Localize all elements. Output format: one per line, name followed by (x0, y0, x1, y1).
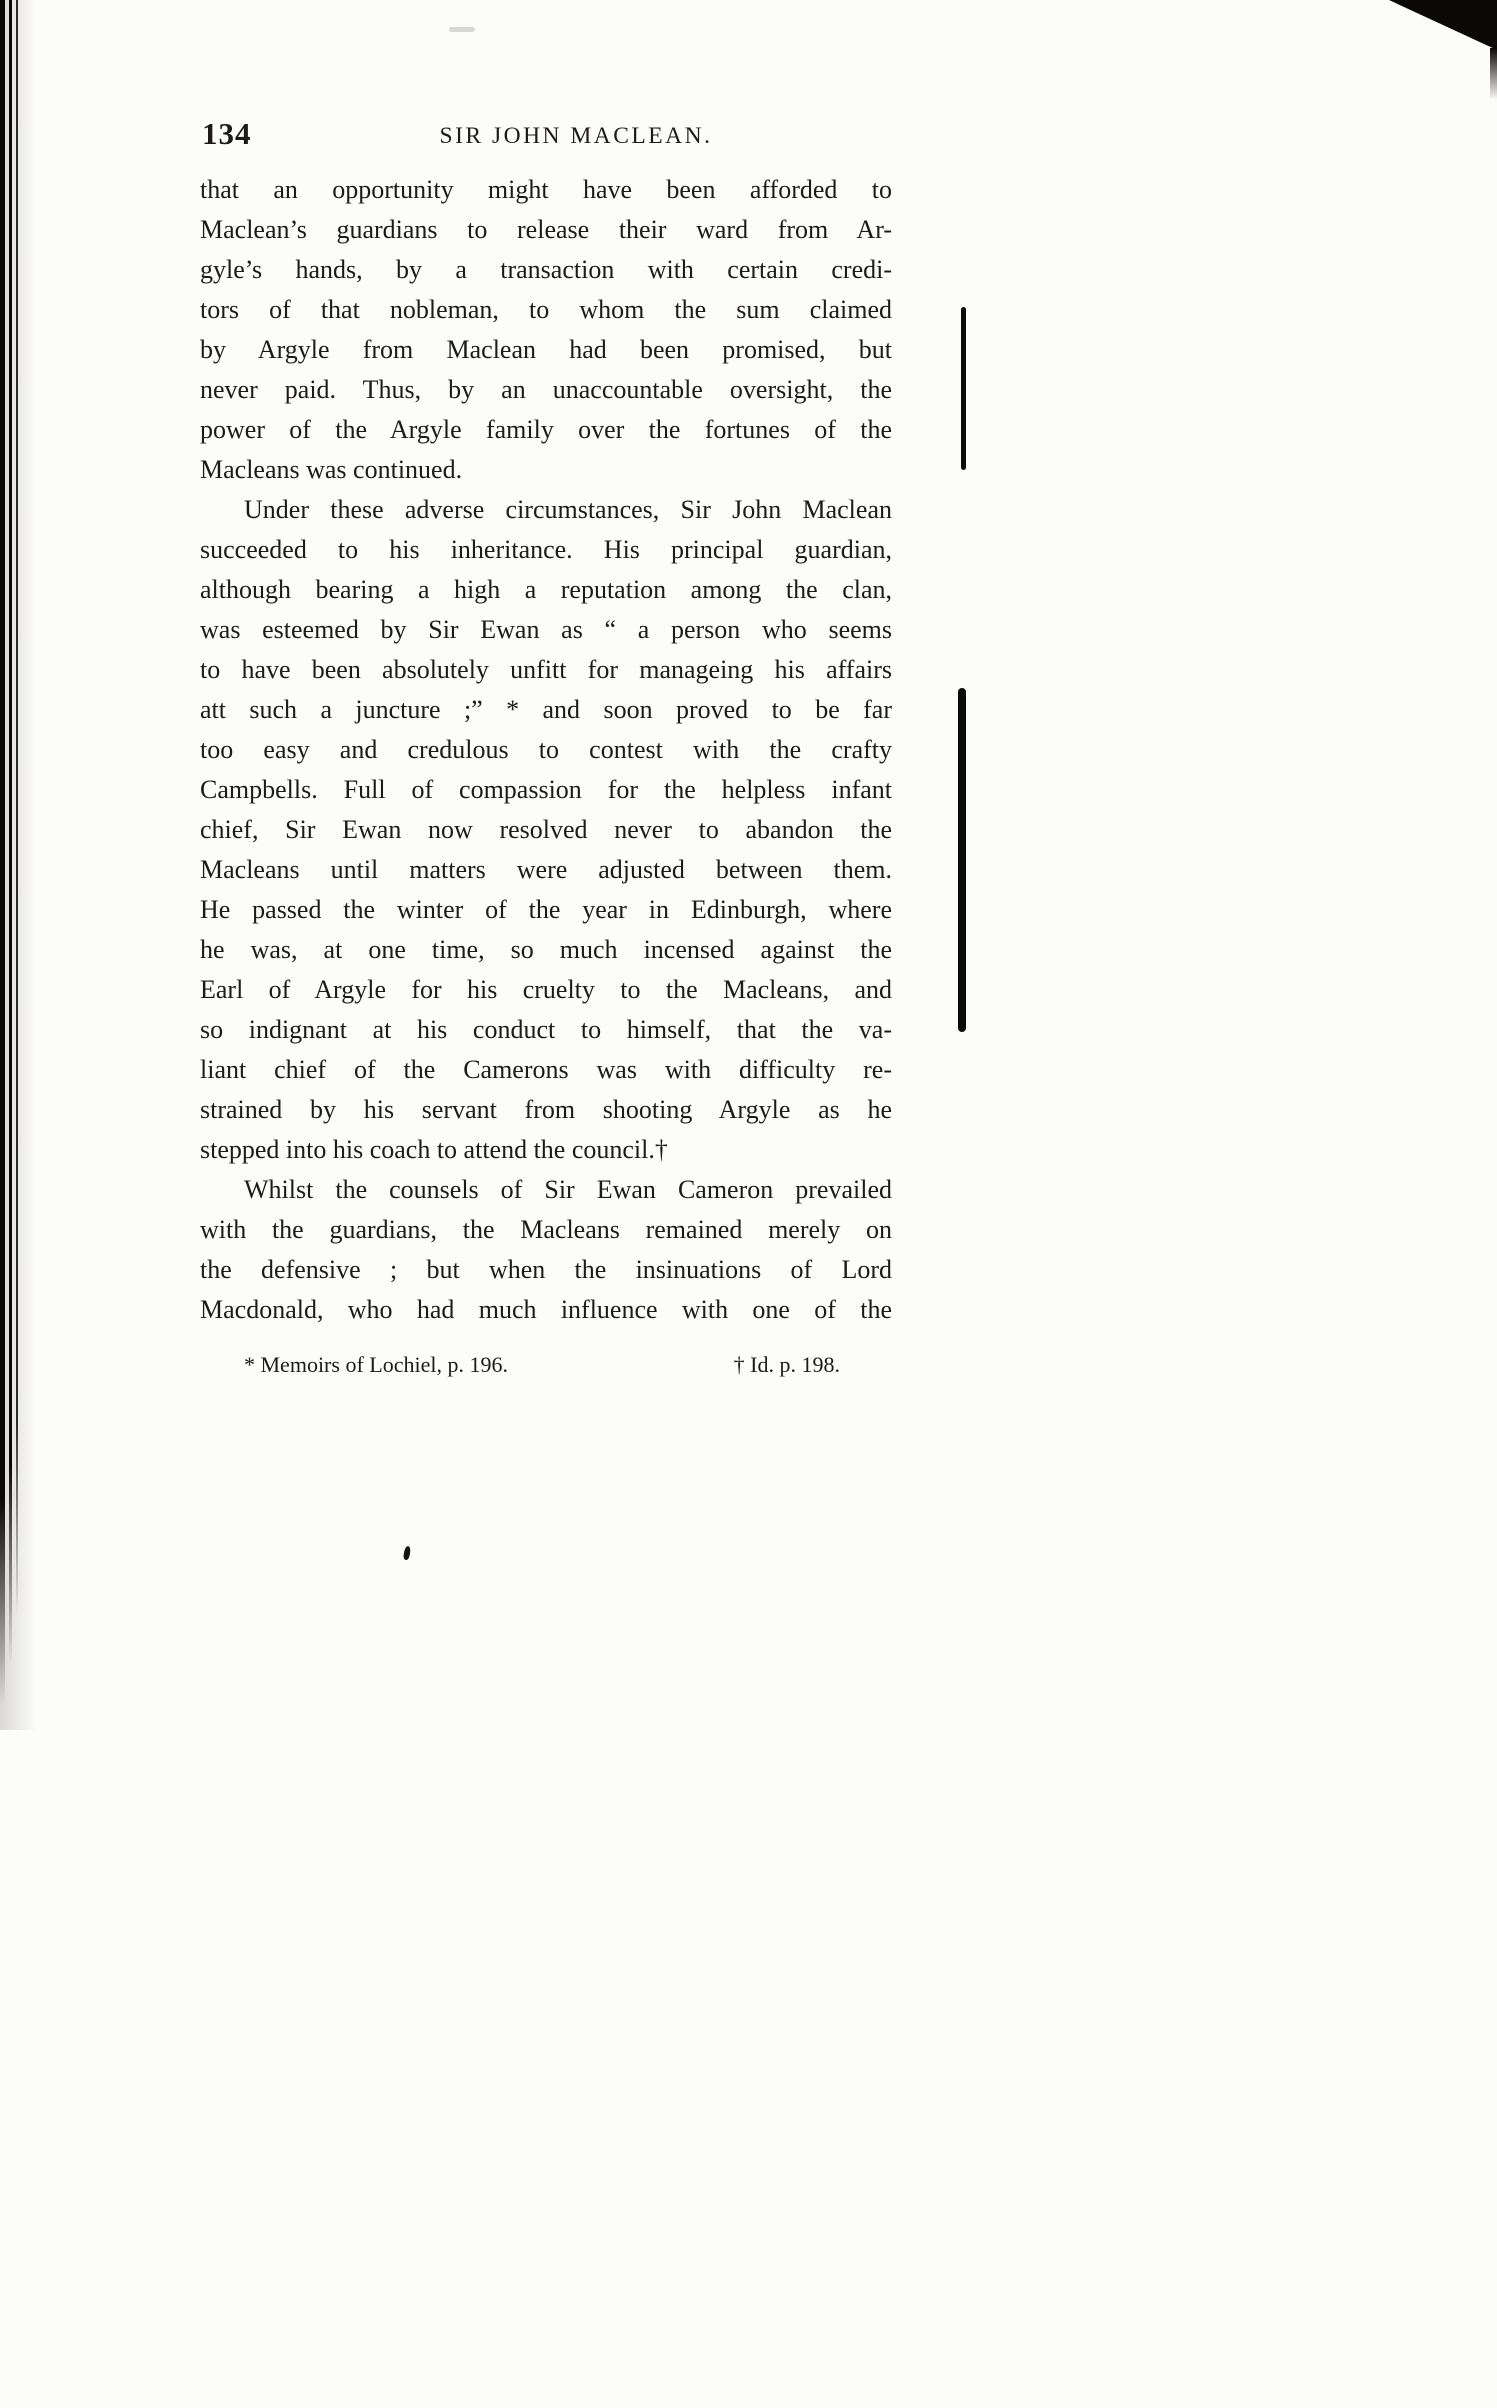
text-block (200, 112, 892, 1380)
footnotes (200, 1350, 892, 1380)
page-corner-fold (1389, 0, 1497, 50)
text-line: stepped into his coach to attend the council.† (200, 1135, 668, 1164)
footnote-left: * Memoirs of Lochiel, p. 196. (244, 1352, 508, 1377)
text-line: Under these adverse circumstances, Sir John Maclean (244, 495, 892, 524)
page-number: 134 (202, 116, 252, 151)
text-line: he was, at one time, so much incensed against the (200, 935, 892, 964)
text-line: chief, Sir Ewan now resolved never to abandon the (200, 815, 892, 844)
text-line: that an opportunity might have been afforded to (200, 175, 892, 204)
paragraph (200, 1170, 892, 1330)
page-corner-fold-tail (1490, 48, 1497, 100)
smudge-mark (449, 27, 475, 32)
ink-mark (961, 307, 966, 470)
text-line: Macleans was continued. (200, 455, 463, 484)
text-line: Macdonald, who had much influence with one of the (200, 1295, 892, 1324)
body-text (200, 170, 892, 1330)
text-line: Macleans until matters were adjusted between them. (200, 855, 892, 884)
paragraph (200, 490, 892, 1170)
text-line: Whilst the counsels of Sir Ewan Cameron prevailed (244, 1175, 892, 1204)
text-line: liant chief of the Camerons was with difficulty re- (200, 1055, 892, 1084)
binding-line (16, 0, 18, 1615)
text-line: att such a juncture ;” * and soon proved to be far (200, 695, 892, 724)
ink-speck (403, 1546, 411, 1561)
text-line: never paid. Thus, by an unaccountable oversight, the (200, 375, 892, 404)
page-header (200, 112, 892, 170)
text-line: power of the Argyle family over the fortunes of the (200, 415, 892, 444)
footnote-right: † Id. p. 198. (733, 1352, 840, 1377)
text-line: strained by his servant from shooting Argyle as he (200, 1095, 892, 1124)
binding-shadow (0, 0, 46, 1730)
paragraph (200, 170, 892, 490)
text-line: by Argyle from Maclean had been promised, but (200, 335, 892, 364)
text-line: gyle’s hands, by a transaction with certain credi- (200, 255, 892, 284)
text-line: with the guardians, the Macleans remained merely on (200, 1215, 892, 1244)
text-line: too easy and credulous to contest with the crafty (200, 735, 892, 764)
text-line: succeeded to his inheritance. His principal guardian, (200, 535, 892, 564)
text-line: to have been absolutely unfitt for manageing his affairs (200, 655, 892, 684)
text-line: the defensive ; but when the insinuations of Lord (200, 1255, 892, 1284)
ink-mark (958, 688, 966, 1032)
text-line: He passed the winter of the year in Edinburgh, where (200, 895, 892, 924)
text-line: Campbells. Full of compassion for the helpless infant (200, 775, 892, 804)
text-line: although bearing a high a reputation among the clan, (200, 575, 892, 604)
text-line: Maclean’s guardians to release their ward from Ar- (200, 215, 892, 244)
text-line: so indignant at his conduct to himself, that the va- (200, 1015, 892, 1044)
binding-line (0, 0, 5, 1705)
text-line: tors of that nobleman, to whom the sum claimed (200, 295, 892, 324)
binding-line (9, 0, 12, 1665)
text-line: was esteemed by Sir Ewan as “ a person who seems (200, 615, 892, 644)
text-line: Earl of Argyle for his cruelty to the Macleans, and (200, 975, 892, 1004)
running-header: SIR JOHN MACLEAN. (439, 123, 713, 149)
